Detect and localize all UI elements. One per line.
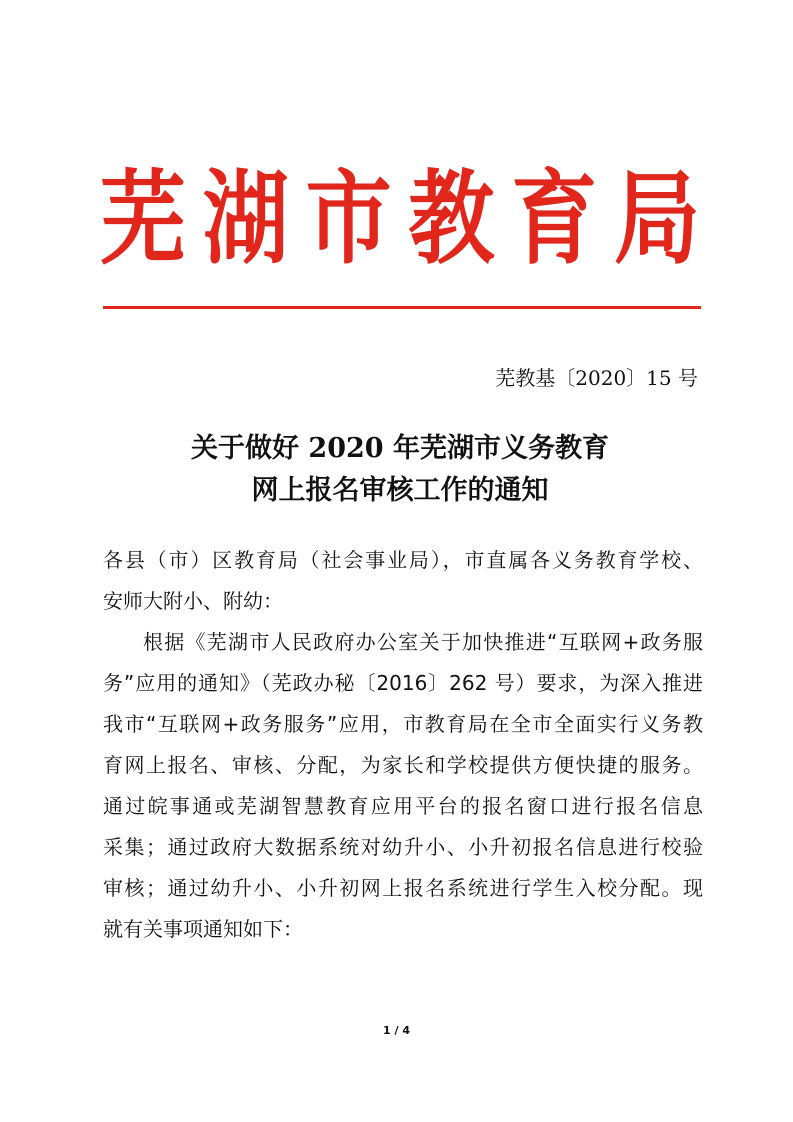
paragraph-line: 根据《芜湖市人民政府办公室关于加快推进“互联网+政务服 — [143, 630, 703, 654]
title-line-2: 网上报名审核工作的通知 — [251, 475, 549, 506]
paragraph-line: 务”应用的通知》（芜政办秘〔2016〕262 号）要求，为深入推进 — [103, 671, 703, 695]
paragraph-line: 审核；通过幼升小、小升初网上报名系统进行学生入校分配。现 — [103, 876, 703, 900]
header-divider — [103, 306, 701, 309]
header-char: 市 — [305, 159, 392, 279]
title-line-1: 关于做好 2020 年芜湖市义务教育 — [191, 433, 609, 464]
paragraph-line: 采集；通过政府大数据系统对幼升小、小升初报名信息进行校验 — [103, 835, 703, 859]
document-body — [103, 540, 703, 950]
document-number: 芜教基〔2020〕15 号 — [495, 366, 698, 390]
addressee-line: 各县（市）区教育局（社会事业局），市直属各义务教育学校、 — [103, 548, 703, 572]
page-number: 1 / 4 — [383, 1024, 410, 1037]
addressee-line: 安师大附小、附幼： — [103, 589, 283, 613]
header-char: 局 — [613, 159, 700, 279]
header-char: 芜 — [100, 159, 186, 279]
header-char: 教 — [408, 159, 495, 279]
issuing-authority-header — [100, 160, 700, 280]
paragraph-line: 就有关事项通知如下： — [103, 917, 303, 941]
document-title — [100, 428, 700, 512]
header-char: 育 — [511, 159, 598, 279]
header-char: 湖 — [202, 159, 289, 279]
paragraph-line: 育网上报名、审核、分配，为家长和学校提供方便快捷的服务。 — [103, 753, 703, 777]
paragraph-line: 通过皖事通或芜湖智慧教育应用平台的报名窗口进行报名信息 — [103, 794, 703, 818]
paragraph-line: 我市“互联网+政务服务”应用，市教育局在全市全面实行义务教 — [103, 712, 703, 736]
